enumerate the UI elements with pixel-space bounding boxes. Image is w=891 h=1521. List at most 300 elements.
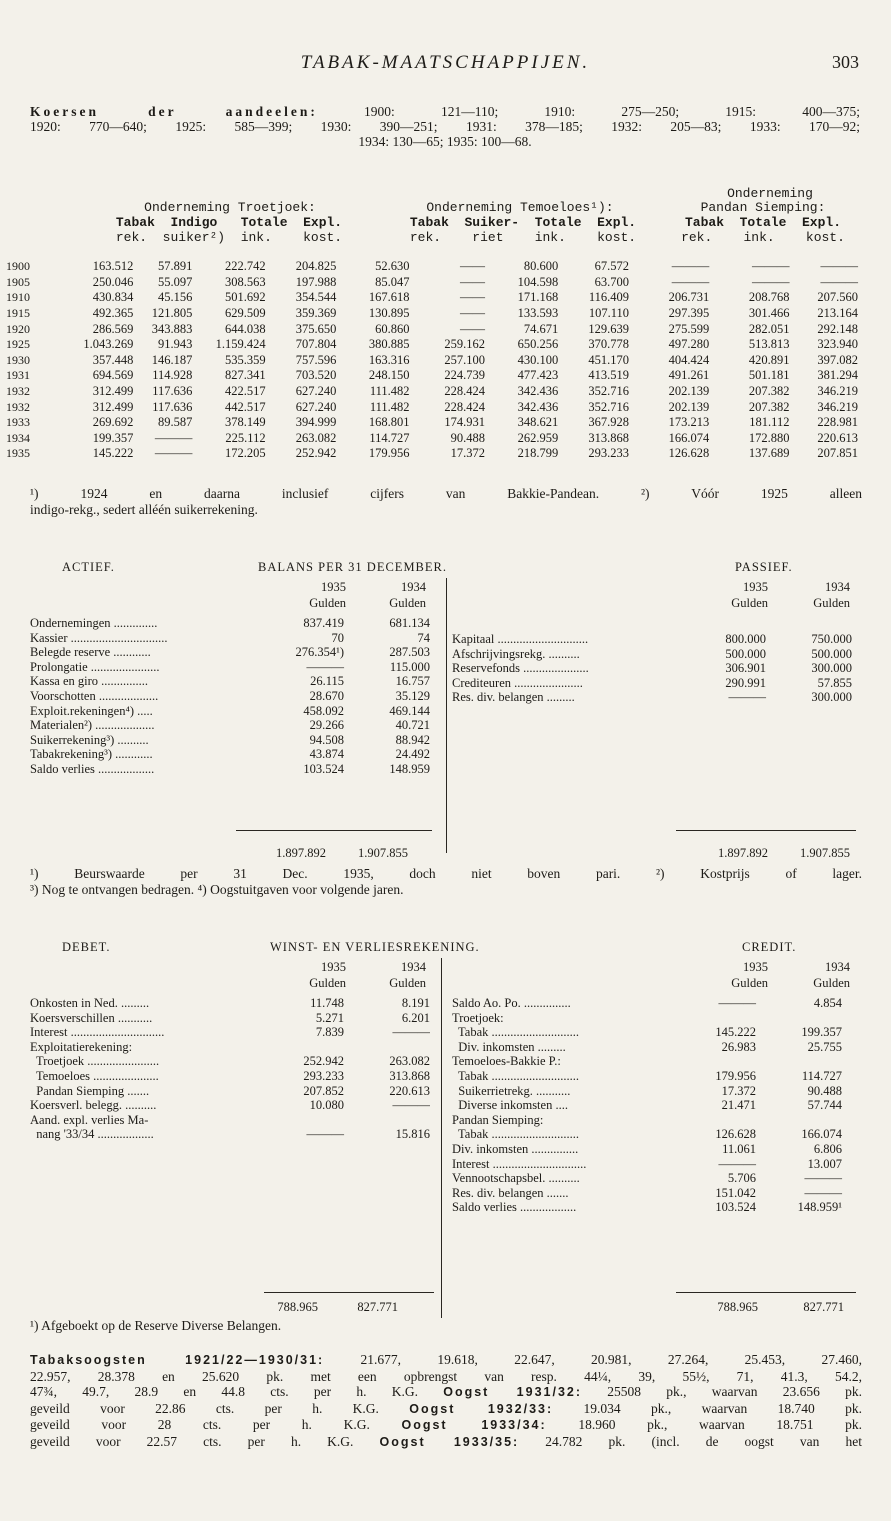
stock-value-cell: 117.636 (152, 384, 193, 399)
ledger-value-1934: 74 (417, 630, 430, 645)
stock-value-cell: 501.692 (224, 290, 266, 305)
stock-row (6, 321, 858, 337)
ledger-row (452, 632, 852, 647)
stock-row (6, 337, 858, 353)
ledger-row (452, 1098, 852, 1113)
ledger-label: Tabak ............................ (452, 1025, 580, 1040)
stock-group2-label: Onderneming Temoeloes¹): (426, 200, 614, 215)
winst-note: ¹) Afgeboekt op de Reserve Diverse Belangen. (30, 1318, 282, 1333)
stock-value-cell: 650.256 (517, 337, 559, 352)
stock-value-cell: 312.499 (92, 399, 134, 414)
ledger-value-1934: 40.721 (395, 718, 430, 733)
balans-passief-rule (676, 830, 856, 831)
ledger-value-1935: ——— (718, 996, 756, 1010)
stock-value-cell: 202.139 (668, 399, 710, 414)
stock-value-cell: 248.150 (368, 368, 410, 383)
winst-title: WINST- EN VERLIESREKENING. (270, 940, 480, 954)
ledger-label: Diverse inkomsten .... (452, 1098, 568, 1113)
stock-row (6, 353, 858, 369)
stock-header-2: rek. suiker²) ink. kost. (115, 230, 343, 245)
ledger-value-1935: 29.266 (309, 718, 344, 733)
ledger-row (30, 1098, 430, 1113)
ledger-value-1934: 681.134 (389, 616, 430, 630)
stock-value-cell: 252.942 (295, 446, 337, 461)
ledger-value-1934: 300.000 (811, 661, 852, 676)
stock-year-cell: 1925 (6, 337, 30, 352)
stock-value-cell: 257.100 (444, 352, 486, 367)
stock-value-cell: 535.359 (224, 352, 266, 367)
stock-year-cell: 1934 (6, 430, 30, 445)
stock-value-cell: 168.801 (368, 415, 410, 430)
stock-value-cell: 492.365 (92, 306, 134, 321)
ledger-value-1934: 263.082 (389, 1054, 430, 1069)
stock-value-cell: 111.482 (369, 399, 410, 414)
ledger-label: Vennootschapsbel. .......... (452, 1171, 580, 1186)
winst-debet-list (30, 996, 430, 1142)
stock-value-cell: 301.466 (748, 306, 790, 321)
ledger-label: Troetjoek: (452, 1010, 504, 1025)
stock-row (6, 431, 858, 447)
oogsten-line-5c: 18.960 pk., waarvan 18.751 pk. (546, 1417, 862, 1432)
stock-value-cell: 89.587 (158, 415, 193, 430)
stock-value-cell: 430.100 (517, 352, 559, 367)
ledger-value-1934: ——— (392, 1025, 430, 1040)
stock-year-cell: 1932 (6, 384, 30, 399)
winst-section (0, 940, 891, 1320)
stock-value-cell: 74.671 (523, 321, 559, 336)
stock-value-cell: 397.082 (817, 352, 858, 367)
ledger-row (30, 1069, 430, 1084)
stock-value-cell: 757.596 (295, 352, 337, 367)
oogst-1935-label: Oogst 1933/35: (379, 1434, 520, 1449)
ledger-row (452, 1157, 852, 1172)
stock-value-cell: 228.424 (444, 399, 486, 414)
stock-value-cell: 224.739 (444, 368, 486, 383)
ledger-row (452, 1127, 852, 1142)
stock-value-cell: 222.742 (224, 259, 266, 274)
ledger-value-1935: 145.222 (715, 1025, 756, 1040)
stock-value-cell: 275.599 (668, 321, 710, 336)
stock-value-cell: 218.799 (517, 446, 559, 461)
stock-value-cell: 629.509 (224, 306, 266, 321)
oogsten-line-5a: geveild voor 28 cts. per h. K.G. (30, 1417, 402, 1432)
stock-value-cell: 451.170 (588, 352, 629, 367)
stock-value-cell: 357.448 (92, 352, 134, 367)
ledger-value-1935: 94.508 (309, 732, 344, 747)
stock-value-cell: 181.112 (749, 415, 790, 430)
ledger-value-1935: 207.852 (303, 1083, 344, 1098)
ledger-row (452, 1142, 852, 1157)
stock-value-cell: 354.544 (295, 290, 337, 305)
stock-value-cell: 208.768 (748, 290, 790, 305)
ledger-row (30, 733, 430, 748)
stock-value-cell: 259.162 (444, 337, 486, 352)
ledger-value-1935: 151.042 (715, 1185, 756, 1200)
ledger-label: Crediteuren ...................... (452, 675, 583, 690)
ledger-label: Kapitaal ............................. (452, 632, 589, 646)
ledger-label: Materialen²) ................... (30, 718, 155, 733)
ledger-label: Suikerrekening³) .......... (30, 732, 149, 747)
balans-total-p-1935: 1.897.892 (718, 846, 768, 860)
stock-header-4: rek. riet ink. kost. (409, 230, 637, 245)
stock-value-cell: 207.560 (817, 290, 858, 305)
ledger-row (30, 996, 430, 1011)
ledger-value-1934: 469.144 (389, 703, 430, 718)
stock-value-cell: 121.805 (151, 306, 193, 321)
ledger-value-1934: 166.074 (801, 1127, 842, 1142)
stock-value-cell: 171.168 (517, 290, 559, 305)
ledger-label: Saldo verlies .................. (30, 761, 155, 776)
winst-credit-list (452, 996, 852, 1215)
stock-value-cell: 172.880 (748, 430, 790, 445)
stock-value-cell: 491.261 (668, 368, 710, 383)
stock-value-cell: 1.159.424 (215, 337, 266, 352)
stock-value-cell: 703.520 (295, 368, 337, 383)
balans-p-cur1: Gulden (731, 596, 768, 610)
ledger-label: Prolongatie ...................... (30, 659, 160, 674)
ledger-value-1935: 290.991 (725, 675, 766, 690)
ledger-label: Reservefonds ..................... (452, 661, 589, 676)
ledger-value-1934: ——— (392, 1098, 430, 1113)
winst-total-c-1935: 788.965 (717, 1300, 758, 1314)
stock-value-cell: 146.187 (151, 352, 193, 367)
balans-p-year2: 1934 (825, 580, 850, 594)
ledger-label: Koersverl. belegg. .......... (30, 1098, 157, 1113)
winst-d-year2: 1934 (401, 960, 426, 974)
stock-value-cell: 90.488 (450, 430, 486, 445)
stock-year-cell: 1931 (6, 368, 30, 383)
ledger-value-1935: 800.000 (725, 632, 766, 646)
stock-value-cell: ——— (154, 430, 193, 445)
stock-year-cell: 1935 (6, 446, 30, 461)
stock-value-cell: 342.436 (517, 399, 559, 414)
ledger-value-1935: 458.092 (303, 703, 344, 718)
ledger-label: Suikerrietrekg. ........... (452, 1083, 571, 1098)
oogst-1932-label: Oogst 1932/33: (409, 1401, 554, 1416)
stock-value-cell: 130.895 (368, 306, 410, 321)
stock-note-1: ¹) 1924 en daarna inclusief cijfers van Bakkie-Pandean. ²) Vóór 1925 alleen (30, 486, 862, 501)
ledger-row (452, 1084, 852, 1099)
ledger-label: Interest .............................. (452, 1156, 587, 1171)
stock-value-cell: 292.148 (817, 321, 858, 336)
stock-value-cell: 197.988 (295, 274, 337, 289)
winst-credit-head: CREDIT. (742, 940, 797, 954)
winst-divider (441, 958, 442, 1318)
stock-value-cell: 173.213 (668, 415, 710, 430)
stock-value-cell: 422.517 (224, 384, 266, 399)
ledger-label: Aand. expl. verlies Ma- (30, 1112, 149, 1127)
ledger-row (30, 747, 430, 762)
ledger-label: Kassa en giro ............... (30, 674, 149, 689)
winst-c-year2: 1934 (825, 960, 850, 974)
ledger-value-1934: 13.007 (807, 1156, 842, 1171)
stock-value-cell: ——— (751, 259, 790, 274)
stock-value-cell: 206.731 (668, 290, 710, 305)
ledger-value-1934: 750.000 (811, 632, 852, 646)
ledger-value-1935: 26.983 (721, 1039, 756, 1054)
stock-value-cell: 63.700 (594, 274, 629, 289)
stock-value-cell: 172.205 (224, 446, 266, 461)
stock-value-cell: 116.409 (588, 290, 629, 305)
stock-value-cell: 107.110 (588, 306, 629, 321)
ledger-label: Res. div. belangen ......... (452, 690, 575, 705)
ledger-value-1934: 300.000 (811, 690, 852, 705)
stock-value-cell: 297.395 (668, 306, 710, 321)
ledger-value-1935: 179.956 (715, 1068, 756, 1083)
ledger-label: Res. div. belangen ....... (452, 1185, 569, 1200)
oogsten-line-1: 21.677, 19.618, 22.647, 20.981, 27.264, 25.453, 27.460, (324, 1352, 863, 1367)
stock-year-cell: 1915 (6, 306, 30, 321)
stock-value-cell: 262.959 (517, 430, 559, 445)
stock-value-cell: 707.804 (295, 337, 337, 352)
balans-note-1: ¹) Beurswaarde per 31 Dec. 1935, doch niet boven pari. ²) Kostprijs of lager. (30, 866, 862, 881)
stock-value-cell: 282.051 (748, 321, 790, 336)
stock-note-2: indigo-rekg., sedert alléén suikerrekening. (30, 502, 258, 517)
balans-total-p-1934: 1.907.855 (800, 846, 850, 860)
stock-table (6, 259, 858, 462)
ledger-value-1935: 306.901 (725, 661, 766, 676)
oogsten-line-2: 22.957, 28.378 en 25.620 pk. met een opbrengst van resp. 44¼, 39, 55½, 71, 41.3, 54.2, (30, 1368, 862, 1384)
balans-actief-head: ACTIEF. (62, 560, 115, 574)
stock-value-cell: 60.860 (375, 321, 410, 336)
stock-year-cell: 1920 (6, 321, 30, 336)
stock-value-cell: 413.519 (588, 368, 629, 383)
stock-value-cell: 228.981 (817, 415, 858, 430)
ledger-row (452, 647, 852, 662)
koersen-label: Koersen der aandeelen: (30, 104, 318, 119)
ledger-label: Pandan Siemping: (452, 1112, 544, 1127)
stock-value-cell: 179.956 (368, 446, 410, 461)
stock-value-cell: 308.563 (224, 274, 266, 289)
winst-d-cur1: Gulden (309, 976, 346, 990)
stock-value-cell: 204.825 (295, 259, 337, 274)
stock-group3-label-b: Pandan Siemping: (700, 200, 826, 215)
stock-value-cell: ——— (820, 274, 858, 289)
ledger-row (30, 674, 430, 689)
balans-p-year1: 1935 (743, 580, 768, 594)
ledger-label: Tabak ............................ (452, 1068, 580, 1083)
stock-value-cell: 52.630 (375, 259, 410, 274)
winst-c-year1: 1935 (743, 960, 768, 974)
stock-value-cell: 627.240 (295, 384, 337, 399)
stock-year-cell: 1932 (6, 399, 30, 414)
stock-value-cell: 346.219 (817, 399, 858, 414)
koersen-paragraph (30, 104, 860, 149)
stock-value-cell: —— (460, 259, 486, 274)
ledger-label: Koersverschillen ........... (30, 1010, 153, 1025)
stock-value-cell: 627.240 (295, 399, 337, 414)
ledger-value-1934: 25.755 (807, 1039, 842, 1054)
stock-value-cell: ——— (154, 446, 193, 461)
ledger-value-1935: 5.706 (727, 1171, 756, 1186)
stock-year-cell: 1933 (6, 415, 30, 430)
stock-value-cell: 126.628 (668, 446, 710, 461)
ledger-value-1934: 114.727 (801, 1068, 842, 1083)
ledger-row (452, 1069, 852, 1084)
page-number: 303 (832, 52, 859, 72)
balans-passief-head: PASSIEF. (735, 560, 793, 574)
stock-value-cell: 313.868 (588, 430, 629, 445)
ledger-value-1934: 115.000 (389, 659, 430, 674)
ledger-row (30, 1113, 430, 1128)
stock-value-cell: 394.999 (295, 415, 337, 430)
ledger-label: Exploitatierekening: (30, 1039, 133, 1054)
koersen-line-1: 1900: 121—110; 1910: 275—250; 1915: 400—375; (364, 104, 860, 119)
ledger-row (452, 1171, 852, 1186)
ledger-value-1935: 10.080 (309, 1098, 344, 1113)
stock-value-cell: 207.382 (748, 399, 790, 414)
stock-value-cell: —— (460, 290, 486, 305)
stock-value-cell: 207.382 (748, 384, 790, 399)
stock-value-cell: 827.341 (224, 368, 266, 383)
ledger-row (30, 704, 430, 719)
ledger-value-1935: 7.839 (315, 1025, 344, 1040)
ledger-row (452, 1186, 852, 1201)
stock-value-cell: 513.813 (748, 337, 790, 352)
balans-total-a-1935: 1.897.892 (276, 846, 326, 860)
oogsten-line-3a: 47¾, 49.7, 28.9 en 44.8 cts. per h. K.G. (30, 1384, 444, 1399)
stock-value-cell: 213.164 (817, 306, 858, 321)
balans-a-cur2: Gulden (389, 596, 426, 610)
ledger-row (30, 1054, 430, 1069)
stock-value-cell: —— (460, 274, 486, 289)
stock-value-cell: 430.834 (92, 290, 134, 305)
stock-value-cell: ——— (751, 274, 790, 289)
ledger-value-1935: 21.471 (721, 1098, 756, 1113)
stock-notes (30, 486, 862, 518)
stock-value-cell: 346.219 (817, 384, 858, 399)
stock-value-cell: —— (460, 306, 486, 321)
ledger-label: Voorschotten ................... (30, 688, 159, 703)
stock-value-cell: 163.512 (92, 259, 134, 274)
stock-value-cell: 269.692 (92, 415, 134, 430)
stock-value-cell: 263.082 (295, 430, 337, 445)
stock-year-cell: 1900 (6, 259, 30, 274)
stock-value-cell: 114.928 (152, 368, 193, 383)
balans-title: BALANS PER 31 DECEMBER. (258, 560, 447, 574)
ledger-row (30, 718, 430, 733)
ledger-value-1934: 500.000 (811, 646, 852, 661)
oogsten-line-6a: geveild voor 22.57 cts. per h. K.G. (30, 1433, 380, 1449)
stock-value-cell: 477.423 (517, 368, 559, 383)
stock-year-cell: 1930 (6, 352, 30, 367)
ledger-row (30, 631, 430, 646)
ledger-row (30, 1040, 430, 1055)
stock-group3-label-a: Onderneming (727, 186, 813, 201)
ledger-value-1935: 43.874 (309, 747, 344, 762)
ledger-value-1934: 8.191 (401, 996, 430, 1010)
ledger-value-1934: 16.757 (395, 674, 430, 689)
stock-value-cell: 17.372 (450, 446, 486, 461)
ledger-row (30, 1084, 430, 1099)
stock-value-cell: 375.650 (295, 321, 337, 336)
stock-value-cell: 228.424 (444, 384, 486, 399)
stock-header-3: Tabak Suiker- Totale Expl. (409, 215, 637, 230)
stock-value-cell: 85.047 (375, 274, 410, 289)
stock-value-cell: 404.424 (668, 352, 710, 367)
ledger-value-1935: 11.061 (722, 1141, 756, 1156)
balans-p-cur2: Gulden (813, 596, 850, 610)
oogsten-label: Tabaksoogsten 1921/22—1930/31: (30, 1353, 325, 1367)
ledger-row (452, 1200, 852, 1215)
stock-value-cell: 225.112 (225, 430, 266, 445)
ledger-row (452, 1054, 852, 1069)
ledger-label: Interest .............................. (30, 1025, 165, 1040)
ledger-value-1935: 293.233 (303, 1068, 344, 1083)
oogsten-line-4a: geveild voor 22.86 cts. per h. K.G. (30, 1400, 410, 1416)
stock-row (6, 446, 858, 462)
winst-debet-head: DEBET. (62, 940, 111, 954)
winst-total-c-1934: 827.771 (803, 1300, 844, 1314)
ledger-value-1934: 6.806 (813, 1141, 842, 1156)
winst-total-d-1934: 827.771 (357, 1300, 398, 1314)
winst-d-year1: 1935 (321, 960, 346, 974)
ledger-label: nang '33/34 .................. (30, 1127, 154, 1142)
stock-value-cell: ——— (820, 259, 858, 274)
stock-header-6: rek. ink. kost. (681, 230, 845, 245)
ledger-label: Kassier ............................... (30, 630, 168, 645)
ledger-value-1935: 5.271 (315, 1010, 344, 1025)
ledger-label: Saldo verlies .................. (452, 1200, 577, 1215)
ledger-value-1934: 148.959 (389, 761, 430, 776)
ledger-value-1934: 6.201 (401, 1010, 430, 1025)
stock-value-cell: 91.943 (158, 337, 193, 352)
ledger-value-1935: 500.000 (725, 646, 766, 661)
stock-row (6, 306, 858, 322)
stock-value-cell: 104.598 (517, 274, 559, 289)
winst-c-cur1: Gulden (731, 976, 768, 990)
stock-year-cell: 1905 (6, 274, 30, 289)
stock-header-5: Tabak Totale Expl. (684, 215, 842, 230)
ledger-label: Onkosten in Ned. ......... (30, 996, 150, 1010)
ledger-label: Temoeloes-Bakkie P.: (452, 1054, 561, 1069)
ledger-value-1934: ——— (804, 1171, 842, 1186)
ledger-value-1934: 35.129 (395, 688, 430, 703)
stock-value-cell: 199.357 (92, 430, 134, 445)
ledger-value-1935: 17.372 (721, 1083, 756, 1098)
ledger-label: Afschrijvingsrekg. .......... (452, 646, 580, 661)
stock-value-cell: 348.621 (517, 415, 559, 430)
stock-value-cell: 137.689 (748, 446, 790, 461)
ledger-row (30, 689, 430, 704)
ledger-value-1934: 57.855 (817, 675, 852, 690)
stock-value-cell: 145.222 (92, 446, 134, 461)
stock-value-cell: 167.618 (368, 290, 410, 305)
stock-value-cell: 501.181 (748, 368, 790, 383)
balans-total-a-1934: 1.907.855 (358, 846, 408, 860)
ledger-value-1935: 103.524 (303, 761, 344, 776)
stock-value-cell: 174.931 (444, 415, 486, 430)
stock-value-cell: 111.482 (369, 384, 410, 399)
ledger-value-1934: 199.357 (801, 1025, 842, 1040)
stock-value-cell: 220.613 (817, 430, 858, 445)
ledger-row (30, 1011, 430, 1026)
stock-value-cell: 370.778 (588, 337, 629, 352)
ledger-value-1935: ——— (306, 1127, 344, 1142)
balans-passief-list (452, 632, 852, 705)
ledger-row (452, 1113, 852, 1128)
balans-actief-list (30, 616, 430, 777)
stock-value-cell: 644.038 (224, 321, 266, 336)
stock-row (6, 399, 858, 415)
stock-value-cell: 207.851 (817, 446, 858, 461)
ledger-label: Tabakrekening³) ............ (30, 747, 153, 762)
ledger-value-1935: 276.354¹) (295, 645, 344, 660)
stock-value-cell: 380.885 (368, 337, 410, 352)
balans-a-cur1: Gulden (309, 596, 346, 610)
ledger-row (452, 690, 852, 705)
ledger-row (30, 616, 430, 631)
